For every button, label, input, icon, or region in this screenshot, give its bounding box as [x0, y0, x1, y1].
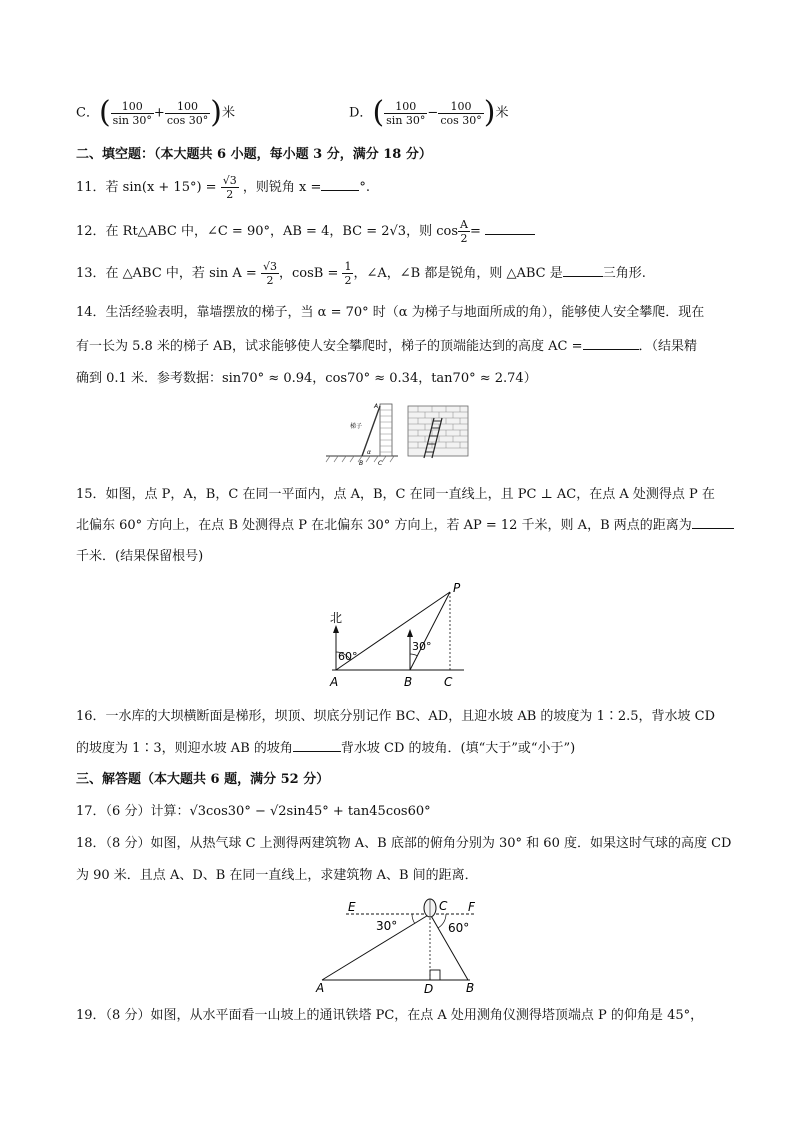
q13-answer-blank[interactable] — [563, 276, 603, 277]
q17-text: 17．（6 分）计算：√3cos30° − √2sin45° + tan45cos60° — [76, 804, 431, 819]
q18-fig-label-c: C — [439, 899, 448, 913]
q18-balloon-figure — [312, 894, 492, 996]
q18-fig-label-b: B — [466, 981, 475, 995]
question-11: 11．若 sin(x + 15°) = $\frac{√3}{2}$ ，则锐角 x = °. — [76, 174, 371, 201]
option-c-fraction-2: $\frac{100}{\cos 30^\circ}$ — [166, 99, 209, 127]
q15-fig-label-60: 60° — [338, 650, 358, 663]
q18-fig-label-30: 30° — [376, 919, 398, 933]
q15-line-2: 北偏东 60° 方向上，在点 B 处测得点 P 在北偏东 30° 方向上，若 AP = 12 千米，则 A，B 两点的距离为 — [76, 517, 734, 535]
q19-line-1: 19．（8 分）如图，从水平面看一山坡上的通讯铁塔 PC，在点 A 处用测角仪测得塔顶端点 P 的仰角是 45°， — [76, 1008, 704, 1023]
q15-fig-label-north: 北 — [330, 611, 343, 625]
q15-fig-label-a: A — [330, 675, 339, 689]
q11-fraction: $\frac{√3}{2}$ — [222, 174, 237, 201]
q14-fig-label-b: B — [359, 460, 364, 467]
q14-fig-label-c: C — [378, 460, 383, 467]
q12-answer-blank[interactable] — [485, 234, 535, 235]
question-13: 13．在 △ABC 中，若 sin A = $\frac{√3}{2}$ ，cosB = $\frac{1}{2}$ ，∠A，∠B 都是锐角，则 △ABC 是 三角形. — [76, 260, 646, 287]
q13-fraction-1: $\frac{√3}{2}$ — [262, 260, 277, 287]
option-c-unit: 米 — [221, 105, 235, 121]
q18-fig-label-60: 60° — [448, 921, 470, 935]
q15-bearing-figure — [322, 580, 472, 692]
q15-fig-label-30: 30° — [412, 640, 432, 653]
q15-fig-label-c: C — [444, 675, 453, 689]
option-d-unit: 米 — [495, 105, 509, 121]
q18-fig-label-e: E — [348, 900, 356, 914]
option-c-label: C． — [76, 105, 99, 121]
q18-line-2: 为 90 米．且点 A、D、B 在同一直线上，求建筑物 A、B 间的距离． — [76, 868, 478, 883]
option-c: C．( $\frac{100}{\sin 30^\circ}$ + $\frac{100}{\cos 30^\circ}$ )米 — [76, 95, 235, 130]
q11-answer-blank[interactable] — [321, 190, 359, 191]
q14-answer-blank[interactable] — [583, 349, 639, 350]
q12-fraction: $\frac{A}{2}$ — [460, 218, 468, 245]
q16-line-1: 16．一水库的大坝横断面是梯形，坝顶、坝底分别记作 BC、AD，且迎水坡 AB 的坡度为 1∶2.5，背水坡 CD — [76, 709, 716, 724]
q14-fig-label-alpha: α — [367, 449, 371, 456]
option-d-label: D． — [349, 105, 373, 121]
q14-line-3: 确到 0.1 米．参考数据：sin70° ≈ 0.94，cos70° ≈ 0.34，tan70° ≈ 2.74） — [76, 371, 537, 386]
option-d-fraction-1: $\frac{100}{\sin 30^\circ}$ — [386, 99, 426, 127]
q15-answer-blank[interactable] — [692, 528, 734, 529]
question-12: 12．在 Rt△ABC 中，∠C = 90°，AB = 4，BC = 2√3，则 cos $\frac{A}{2}$ = — [76, 218, 535, 245]
q13-fraction-2: $\frac{1}{2}$ — [344, 260, 352, 287]
option-d-fraction-2: $\frac{100}{\cos 30^\circ}$ — [440, 99, 482, 127]
q14-fig-label-ladder: 梯子 — [350, 423, 363, 430]
option-c-fraction-1: $\frac{100}{\sin 30^\circ}$ — [112, 99, 152, 127]
q15-line-3: 千米．(结果保留根号) — [76, 549, 204, 564]
q18-fig-label-a: A — [316, 981, 325, 995]
q16-answer-blank[interactable] — [293, 751, 341, 752]
option-d: D．( $\frac{100}{\sin 30^\circ}$ − $\frac{100}{\cos 30^\circ}$ )米 — [349, 95, 509, 130]
section-3-heading: 三、解答题（本大题共 6 题，满分 52 分） — [76, 772, 330, 787]
section-2-heading: 二、填空题：（本大题共 6 小题，每小题 3 分，满分 18 分） — [76, 147, 432, 162]
q14-ladder-figure — [322, 400, 472, 468]
q18-fig-label-d: D — [424, 982, 434, 996]
q15-fig-label-b: B — [404, 675, 413, 689]
q14-line-2: 有一长为 5.8 米的梯子 AB，试求能够使人安全攀爬时，梯子的顶端能达到的高度 AC = ．（结果精 — [76, 339, 698, 354]
q15-fig-label-p: P — [453, 581, 461, 595]
q18-line-1: 18．（8 分）如图，从热气球 C 上测得两建筑物 A、B 底部的俯角分别为 30° 和 60 度．如果这时气球的高度 CD — [76, 836, 732, 851]
q15-line-1: 15．如图，点 P，A，B，C 在同一平面内，点 A，B，C 在同一直线上，且 PC ⊥ AC，在点 A 处测得点 P 在 — [76, 487, 715, 502]
q14-fig-label-a: A — [374, 403, 379, 410]
q16-line-2: 的坡度为 1∶3，则迎水坡 AB 的坡角 背水坡 CD 的坡角．(填“大于”或“小于”) — [76, 741, 576, 756]
q14-line-1: 14．生活经验表明，靠墙摆放的梯子，当 α = 70° 时（α 为梯子与地面所成的角），能够使人安全攀爬．现在 — [76, 305, 705, 320]
q18-fig-label-f: F — [468, 900, 475, 914]
